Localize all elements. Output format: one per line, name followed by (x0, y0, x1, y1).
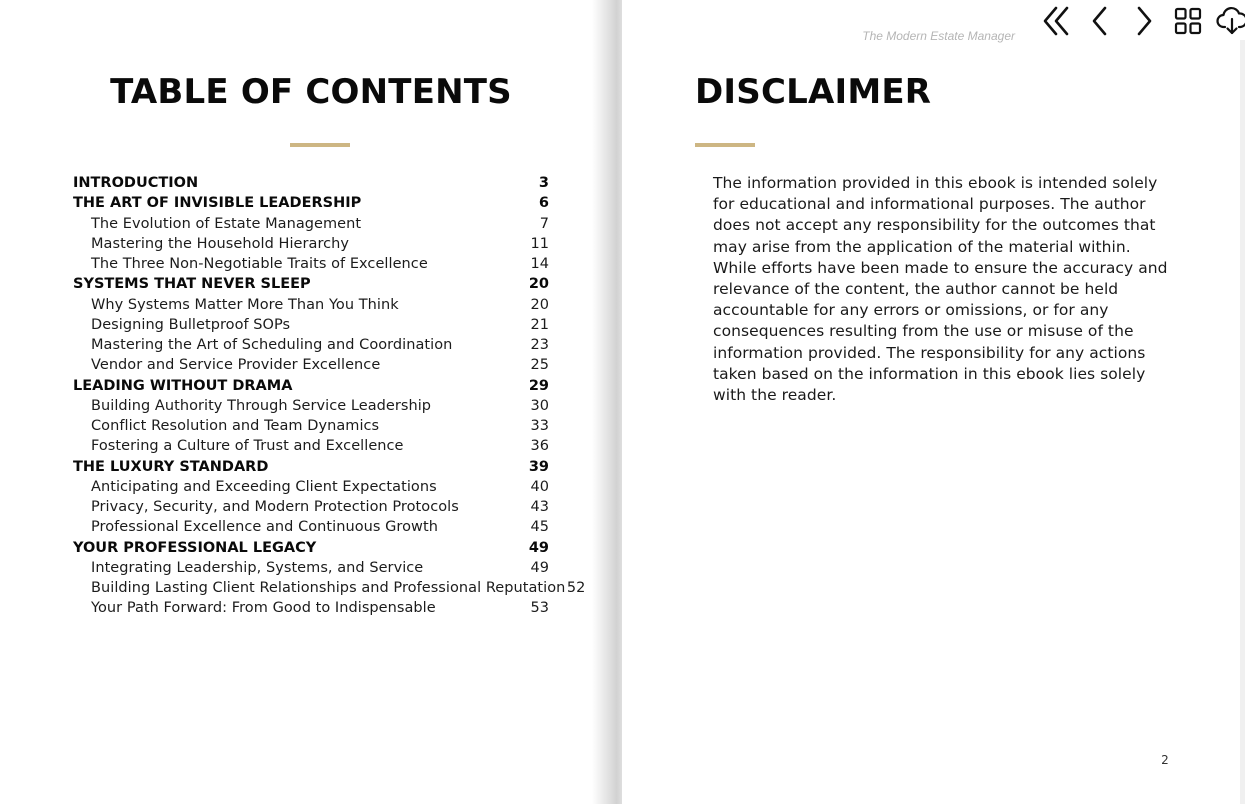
previous-page-button[interactable] (1078, 3, 1122, 39)
toc-entry-title: Fostering a Culture of Trust and Excellence (91, 438, 404, 455)
toc-entry-page-number: 40 (530, 478, 549, 495)
toc-entry-page-number: 36 (530, 438, 549, 455)
toc-entry-title: Conflict Resolution and Team Dynamics (91, 418, 380, 434)
next-page-button[interactable] (1122, 3, 1166, 39)
toc-section-row[interactable] (73, 355, 549, 375)
grid-view-button[interactable] (1166, 3, 1210, 39)
toc-chapter-row[interactable] (73, 274, 549, 294)
toc-chapter-row[interactable] (73, 538, 549, 558)
toc-entry-page-number: 23 (530, 337, 549, 353)
heading-accent-rule (695, 143, 755, 147)
toc-entry-title: Anticipating and Exceeding Client Expectations (91, 478, 437, 495)
toc-entry-title: Why Systems Matter More Than You Think (91, 296, 399, 313)
toc-section-row[interactable] (73, 598, 549, 618)
toc-heading: TABLE OF CONTENTS (110, 72, 512, 112)
toc-entry-title: Vendor and Service Provider Excellence (91, 357, 381, 374)
toc-entry-page-number: 21 (530, 316, 549, 333)
toc-entry-title: The Evolution of Estate Management (91, 215, 362, 232)
chevron-right-icon (1133, 5, 1155, 37)
double-chevron-left-icon (1041, 5, 1071, 37)
toc-entry-page-number: 49 (530, 559, 549, 576)
cloud-download-icon (1216, 6, 1245, 36)
toc-entry-page-number: 43 (530, 499, 549, 515)
toc-chapter-row[interactable] (73, 193, 549, 213)
toc-entry-title: THE LUXURY STANDARD (73, 458, 269, 475)
toc-section-row[interactable] (73, 315, 549, 335)
toc-entry-title: Mastering the Art of Scheduling and Coordination (91, 337, 453, 353)
toc-entry-title: Professional Excellence and Continuous Growth (91, 519, 438, 536)
toc-entry-page-number: 20 (528, 276, 549, 293)
toc-entry-title: Integrating Leadership, Systems, and Service (91, 559, 424, 576)
toc-entry-title: Your Path Forward: From Good to Indispensable (91, 600, 436, 617)
toc-entry-page-number: 33 (530, 418, 549, 434)
toc-entry-page-number: 25 (530, 357, 549, 374)
toc-section-row[interactable] (73, 335, 549, 355)
page-number: 2 (1161, 753, 1169, 767)
toc-section-row[interactable] (73, 396, 549, 416)
disclaimer-heading: DISCLAIMER (695, 72, 932, 112)
toc-section-row[interactable] (73, 295, 549, 315)
toc-chapter-row[interactable] (73, 457, 549, 477)
toc-entry-page-number: 20 (530, 296, 549, 313)
toc-section-row[interactable] (73, 416, 549, 436)
toc-entry-title: Privacy, Security, and Modern Protection Protocols (91, 499, 459, 515)
toc-entry-page-number: 6 (538, 195, 549, 212)
toc-section-row[interactable] (73, 477, 549, 497)
toc-entry-title: THE ART OF INVISIBLE LEADERSHIP (73, 195, 362, 212)
toc-entry-title: SYSTEMS THAT NEVER SLEEP (73, 276, 311, 293)
toc-section-row[interactable] (73, 436, 549, 456)
toc-entry-title: The Three Non-Negotiable Traits of Excellence (91, 256, 428, 272)
toc-section-row[interactable] (73, 578, 586, 598)
viewer-toolbar (1034, 3, 1245, 39)
toc-entry-title: INTRODUCTION (73, 175, 199, 191)
toc-entry-page-number: 14 (530, 256, 549, 272)
running-header: The Modern Estate Manager (862, 29, 1015, 43)
toc-entry-page-number: 52 (566, 580, 586, 596)
toc-entry-page-number: 29 (528, 377, 549, 394)
toc-entry-page-number: 39 (528, 458, 549, 475)
toc-entry-page-number: 30 (530, 397, 549, 414)
toc-chapter-row[interactable] (73, 173, 549, 193)
toc-entry-title: Mastering the Household Hierarchy (91, 235, 350, 252)
toc-chapter-row[interactable] (73, 376, 549, 396)
toc-entry-page-number: 3 (538, 175, 549, 191)
toc-entry-title: Building Lasting Client Relationships and Professional Reputation (91, 580, 566, 596)
toc-entry-page-number: 49 (528, 539, 549, 556)
toc-section-row[interactable] (73, 254, 549, 274)
toc-section-row[interactable] (73, 558, 549, 578)
download-button[interactable] (1210, 3, 1245, 39)
first-page-button[interactable] (1034, 3, 1078, 39)
chevron-left-icon (1089, 5, 1111, 37)
toc-entry-page-number: 7 (539, 215, 549, 232)
scrollbar[interactable] (1240, 40, 1245, 804)
table-of-contents (73, 173, 586, 619)
left-page (0, 0, 600, 804)
toc-entry-page-number: 45 (530, 519, 549, 536)
toc-entry-title: YOUR PROFESSIONAL LEGACY (73, 539, 317, 556)
toc-section-row[interactable] (73, 214, 549, 234)
grid-icon (1174, 7, 1202, 35)
toc-section-row[interactable] (73, 497, 549, 517)
toc-entry-page-number: 53 (530, 600, 549, 617)
toc-entry-title: LEADING WITHOUT DRAMA (73, 377, 293, 394)
toc-entry-title: Building Authority Through Service Leadership (91, 397, 432, 414)
toc-section-row[interactable] (73, 517, 549, 537)
heading-accent-rule (290, 143, 350, 147)
disclaimer-body: The information provided in this ebook is intended solely for educational and informational purposes. The author does not accept any responsibility for the outcomes that may arise from the application of the material within. While efforts have been made to ensure the accuracy and relevance of the content, the author cannot be held accountable for any errors or omissions, or for any consequences resulting from the use or misuse of the information provided. The responsibility for any actions taken based on the information in this ebook lies solely with the reader. (713, 174, 1168, 405)
toc-entry-title: Designing Bulletproof SOPs (91, 316, 291, 333)
toc-section-row[interactable] (73, 234, 549, 254)
toc-entry-page-number: 11 (530, 235, 549, 252)
